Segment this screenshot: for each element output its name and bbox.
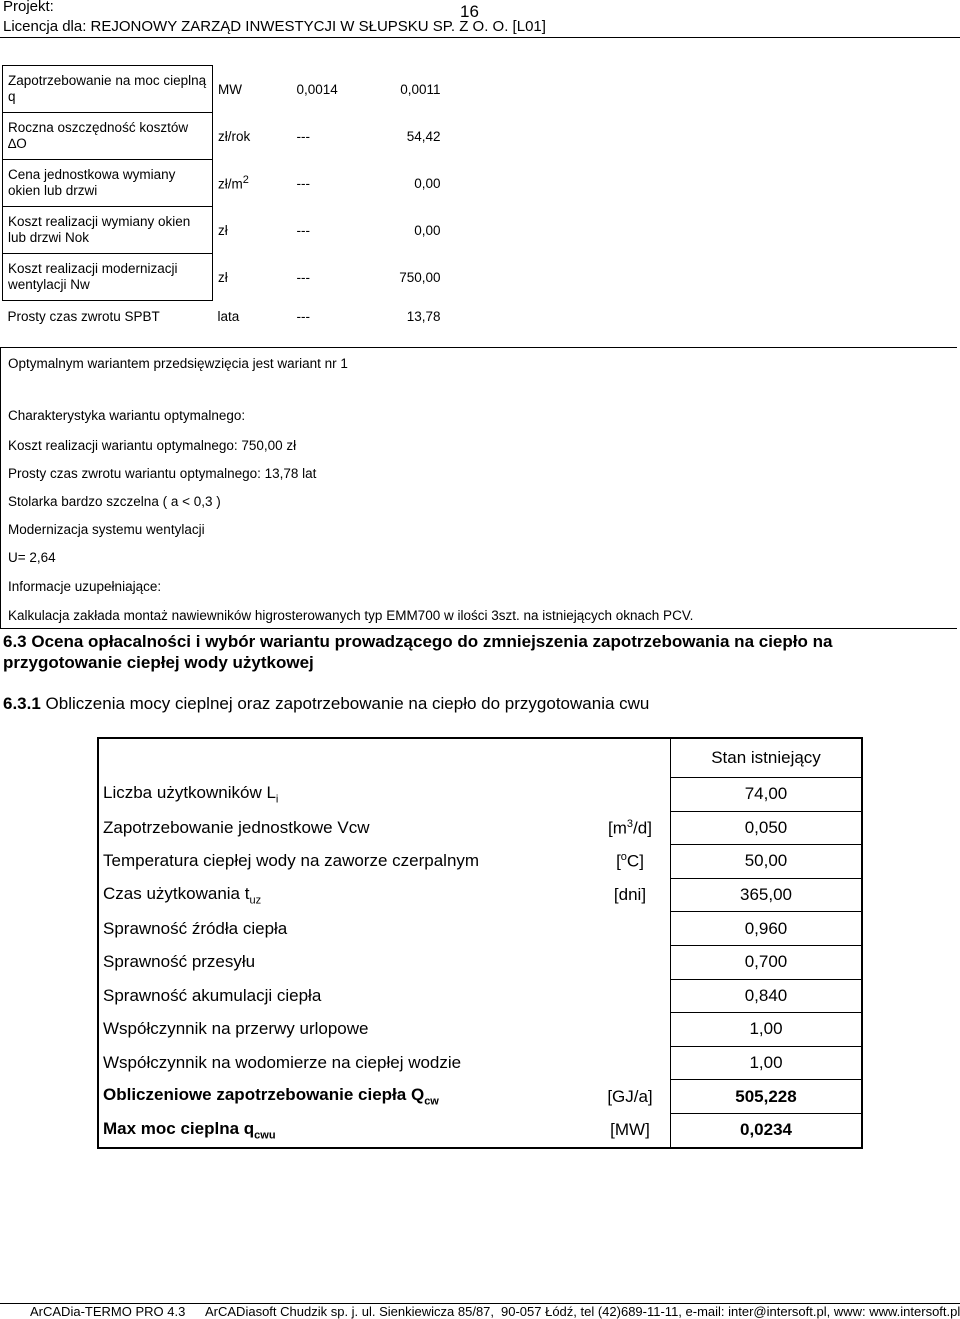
row-label <box>98 1113 590 1147</box>
row-value-1: --- <box>296 222 310 238</box>
row-label: Współczynnik na przerwy urlopowe <box>98 1013 590 1047</box>
row-unit: MW <box>218 81 242 97</box>
row-unit: zł/rok <box>218 128 251 144</box>
section-title: Obliczenia mocy cieplnej oraz zapotrzebowanie na ciepło do przygotowania cwu <box>45 694 650 713</box>
row-label: Koszt realizacji modernizacji wentylacji Nw <box>3 254 213 301</box>
footer-address: 90-057 Łódź, tel (42)689-11-11, e-mail: inter@intersoft.pl, www: www.intersoft.pl <box>501 1304 960 1319</box>
row-unit: [dni] <box>613 885 647 905</box>
row-value-1: 0,0014 <box>296 81 338 97</box>
header-state: Stan istniejący <box>671 738 863 778</box>
row-unit <box>590 979 671 1013</box>
table-row <box>3 113 447 160</box>
label-subscript: uz <box>249 894 262 907</box>
table-row <box>3 254 447 301</box>
row-value: 50,00 <box>671 845 863 879</box>
row-unit <box>590 811 671 845</box>
table-row <box>3 66 447 113</box>
table-row <box>98 912 862 946</box>
unit-text-end: /d] <box>633 818 652 838</box>
row-label <box>98 1080 590 1114</box>
table-header-row <box>98 738 862 778</box>
row-unit <box>590 912 671 946</box>
table-row <box>98 878 862 912</box>
section-heading-6-3: 6.3 Ocena opłacalności i wybór wariantu prowadzącego do zmniejszenia zapotrzebowania na ciepło na przygotowanie ciepłej wody użytkowej <box>3 632 833 672</box>
row-value: 1,00 <box>671 1013 863 1047</box>
row-label: Zapotrzebowanie na moc cieplną q <box>3 66 213 113</box>
row-value-1: --- <box>296 175 310 191</box>
page-number: 16 <box>460 2 479 21</box>
table-row <box>98 979 862 1013</box>
section-number: 6.3.1 <box>3 694 41 713</box>
section-heading-6-3-1 <box>3 694 649 714</box>
row-label: Sprawność akumulacji ciepła <box>98 979 590 1013</box>
row-value: 0,700 <box>671 945 863 979</box>
row-label: Temperatura ciepłej wody na zaworze czerpalnym <box>98 845 590 879</box>
table-row <box>98 811 862 845</box>
row-value-2: 54,42 <box>406 128 441 144</box>
row-label: Roczna oszczędność kosztów ∆O <box>3 113 213 160</box>
row-value-2: 0,00 <box>414 222 441 238</box>
project-label: Projekt: <box>3 0 54 15</box>
ventilation-note: Modernizacja systemu wentylacji <box>8 522 205 537</box>
table-row <box>98 845 862 879</box>
calc-note: Kalkulacja zakłada montaż nawiewników higrosterowanych typ EMM700 w ilości 3szt. na istniejących oknach PCV. <box>8 608 694 623</box>
row-value: 0,050 <box>671 811 863 845</box>
optimal-cost: Koszt realizacji wariantu optymalnego: 750,00 zł <box>8 438 297 453</box>
row-unit: [MW] <box>590 1113 671 1147</box>
row-unit: [GJ/a] <box>607 1086 653 1106</box>
row-label: Zapotrzebowanie jednostkowe Vcw <box>98 811 590 845</box>
unit-superscript: o <box>620 851 627 864</box>
row-label <box>98 778 590 812</box>
label-text: Obliczeniowe zapotrzebowanie ciepła Q <box>103 1085 425 1105</box>
row-unit <box>213 160 292 207</box>
row-unit <box>590 845 671 879</box>
label-text: Max moc cieplna q <box>103 1118 255 1138</box>
row-label: Sprawność przesyłu <box>98 945 590 979</box>
unit-text-end: C] <box>626 851 644 871</box>
row-value: 0,840 <box>671 979 863 1013</box>
row-label: Prosty czas zwrotu SPBT <box>7 308 160 324</box>
row-label <box>98 878 590 912</box>
table-row <box>3 207 447 254</box>
savings-table <box>2 65 447 333</box>
table-row <box>3 301 447 333</box>
header-empty <box>98 738 590 778</box>
hot-water-table <box>97 737 863 1149</box>
unit-text: [m <box>608 818 627 838</box>
row-value: 365,00 <box>671 878 863 912</box>
table-row <box>3 160 447 207</box>
row-unit <box>590 778 671 812</box>
label-text: Liczba użytkowników L <box>103 783 276 803</box>
row-label: Cena jednostkowa wymiany okien lub drzwi <box>3 160 213 207</box>
label-subscript: cw <box>424 1095 439 1108</box>
optimal-variant-box <box>0 347 957 629</box>
unit-text: [ <box>616 851 621 871</box>
row-unit: lata <box>217 309 240 324</box>
row-value-2: 0,00 <box>414 175 441 191</box>
label-text: Czas użytkowania t <box>103 883 250 903</box>
joinery-note: Stolarka bardzo szczelna ( a < 0,3 ) <box>8 494 221 509</box>
table-row <box>98 1046 862 1080</box>
row-value-2: 750,00 <box>399 269 441 285</box>
row-label: Koszt realizacji wymiany okien lub drzwi Nok <box>3 207 213 254</box>
table-row <box>98 1113 862 1147</box>
unit-superscript: 2 <box>242 174 249 187</box>
table-row <box>98 778 862 812</box>
info-title: Informacje uzupełniające: <box>8 579 162 594</box>
row-unit: zł <box>218 269 228 285</box>
table-row <box>98 1080 862 1114</box>
row-value: 1,00 <box>671 1046 863 1080</box>
row-unit <box>590 1046 671 1080</box>
footer-company: ArCADiasoft Chudzik sp. j. ul. Sienkiewicza 85/87, <box>205 1304 495 1319</box>
table-row <box>98 1013 862 1047</box>
license-text: Licencja dla: REJONOWY ZARZĄD INWESTYCJI W SŁUPSKU SP. Z O. O. [L01] <box>3 18 546 35</box>
unit-superscript: 3 <box>626 817 634 830</box>
row-value: 0,0234 <box>671 1113 863 1147</box>
row-value: 74,00 <box>671 778 863 812</box>
table-row <box>98 945 862 979</box>
row-value-1: --- <box>296 128 310 144</box>
row-value-2: 0,0011 <box>400 81 441 97</box>
row-value-2: 13,78 <box>406 309 441 324</box>
label-subscript: cwu <box>254 1129 276 1142</box>
label-subscript: i <box>275 793 279 806</box>
footer-app: ArCADia-TERMO PRO 4.3 <box>30 1304 186 1319</box>
header-divider <box>0 37 960 38</box>
row-value: 505,228 <box>671 1080 863 1114</box>
row-value-1: --- <box>296 269 310 285</box>
optimal-variant-text: Optymalnym wariantem przedsięwzięcia jest wariant nr 1 <box>8 356 348 371</box>
row-unit <box>590 1013 671 1047</box>
row-value-1: --- <box>296 309 310 324</box>
header-unit <box>590 738 671 778</box>
row-label: Współczynnik na wodomierze na ciepłej wodzie <box>98 1046 590 1080</box>
row-unit <box>590 945 671 979</box>
unit-text: zł/m <box>218 176 243 192</box>
row-unit: zł <box>218 222 228 238</box>
u-value: U= 2,64 <box>8 550 56 565</box>
row-value: 0,960 <box>671 912 863 946</box>
optimal-payback: Prosty czas zwrotu wariantu optymalnego: 13,78 lat <box>8 466 317 481</box>
characteristics-title: Charakterystyka wariantu optymalnego: <box>8 408 246 423</box>
row-label: Sprawność źródła ciepła <box>98 912 590 946</box>
